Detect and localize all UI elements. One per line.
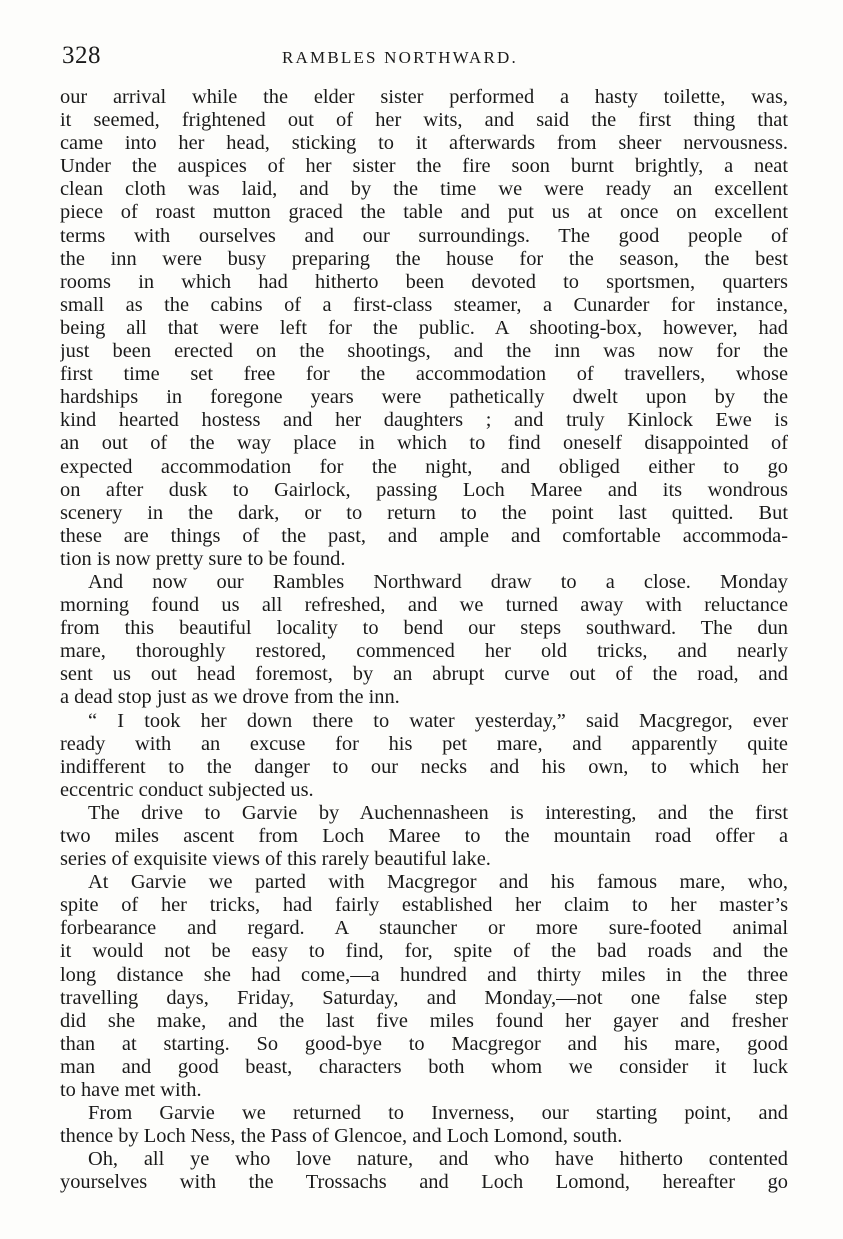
text-line: than at starting. So good-bye to Macgregor and his mare, good bbox=[60, 1032, 788, 1055]
text-line: a dead stop just as we drove from the inn. bbox=[60, 686, 400, 709]
text-line: it seemed, frightened out of her wits, and said the first thing that bbox=[60, 109, 788, 132]
text-line: did she make, and the last five miles found her gayer and fresher bbox=[60, 1009, 788, 1032]
text-line: scenery in the dark, or to return to the point last quitted. But bbox=[60, 501, 788, 524]
text-line: kind hearted hostess and her daughters ; and truly Kinlock Ewe is bbox=[60, 409, 788, 432]
text-line: clean cloth was laid, and by the time we were ready an excellent bbox=[60, 178, 788, 201]
text-line: these are things of the past, and ample and comfortable accommoda- bbox=[60, 524, 788, 547]
page-number: 328 bbox=[62, 42, 101, 69]
text-line: yourselves with the Trossachs and Loch Lomond, hereafter go bbox=[60, 1171, 788, 1194]
text-line: morning found us all refreshed, and we turned away with reluctance bbox=[60, 594, 788, 617]
running-head: RAMBLES NORTHWARD. bbox=[282, 48, 518, 67]
text-line: From Garvie we returned to Inverness, our starting point, and bbox=[88, 1102, 788, 1125]
text-line: sent us out head foremost, by an abrupt curve out of the road, and bbox=[60, 663, 788, 686]
text-line: eccentric conduct subjected us. bbox=[60, 778, 314, 801]
page-header bbox=[62, 42, 782, 72]
text-line: two miles ascent from Loch Maree to the mountain road offer a bbox=[60, 825, 788, 847]
text-line: And now our Rambles Northward draw to a close. Monday bbox=[88, 570, 788, 593]
text-line: being all that were left for the public. A shooting-box, however, had bbox=[60, 316, 788, 339]
text-line: just been erected on the shootings, and the inn was now for the bbox=[60, 340, 788, 363]
text-line: man and good beast, characters both whom we consider it luck bbox=[60, 1055, 788, 1078]
text-line: came into her head, sticking to it afterwards from sheer nervousness. bbox=[60, 132, 788, 155]
text-line: terms with ourselves and our surroundings. The good people of bbox=[60, 224, 788, 247]
body-text bbox=[60, 86, 788, 1195]
text-line: The drive to Garvie by Auchennasheen is interesting, and the first bbox=[88, 801, 788, 824]
text-line: rooms in which had hitherto been devoted to sportsmen, quarters bbox=[60, 270, 788, 293]
text-line: spite of her tricks, had fairly established her claim to her master’s bbox=[60, 894, 788, 917]
text-line: “ I took her down there to water yesterday,” said Macgregor, ever bbox=[88, 709, 788, 732]
text-line: small as the cabins of a first-class steamer, a Cunarder for instance, bbox=[60, 293, 788, 316]
text-line: forbearance and regard. A stauncher or more sure-footed animal bbox=[60, 917, 788, 940]
text-line: first time set free for the accommodation of travellers, whose bbox=[60, 363, 788, 386]
text-line: Under the auspices of her sister the fire soon burnt brightly, a neat bbox=[60, 155, 788, 178]
text-line: it would not be easy to find, for, spite of the bad roads and the bbox=[60, 940, 788, 963]
text-line: Oh, all ye who love nature, and who have hitherto contented bbox=[88, 1148, 788, 1171]
text-line: our arrival while the elder sister performed a hasty toilette, was, bbox=[60, 86, 788, 108]
text-line: hardships in foregone years were pathetically dwelt upon by the bbox=[60, 386, 788, 409]
text-line: At Garvie we parted with Macgregor and his famous mare, who, bbox=[88, 871, 788, 894]
text-line: travelling days, Friday, Saturday, and Monday,—not one false step bbox=[60, 986, 788, 1009]
text-line: piece of roast mutton graced the table and put us at once on excellent bbox=[60, 201, 788, 224]
text-line: from this beautiful locality to bend our steps southward. The dun bbox=[60, 617, 788, 640]
text-line: ready with an excuse for his pet mare, and apparently quite bbox=[60, 732, 788, 755]
text-line: thence by Loch Ness, the Pass of Glencoe, and Loch Lomond, south. bbox=[60, 1125, 623, 1148]
text-line: indifferent to the danger to our necks and his own, to which her bbox=[60, 755, 788, 778]
text-line: an out of the way place in which to find oneself disappointed of bbox=[60, 432, 788, 455]
text-line: tion is now pretty sure to be found. bbox=[60, 547, 346, 570]
text-line: mare, thoroughly restored, commenced her old tricks, and nearly bbox=[60, 640, 788, 663]
text-line: long distance she had come,—a hundred and thirty miles in the three bbox=[60, 963, 788, 986]
text-line: to have met with. bbox=[60, 1079, 202, 1102]
text-line: on after dusk to Gairlock, passing Loch Maree and its wondrous bbox=[60, 478, 788, 501]
text-line: the inn were busy preparing the house for the season, the best bbox=[60, 247, 788, 270]
text-line: series of exquisite views of this rarely beautiful lake. bbox=[60, 848, 491, 871]
text-line: expected accommodation for the night, and obliged either to go bbox=[60, 455, 788, 478]
